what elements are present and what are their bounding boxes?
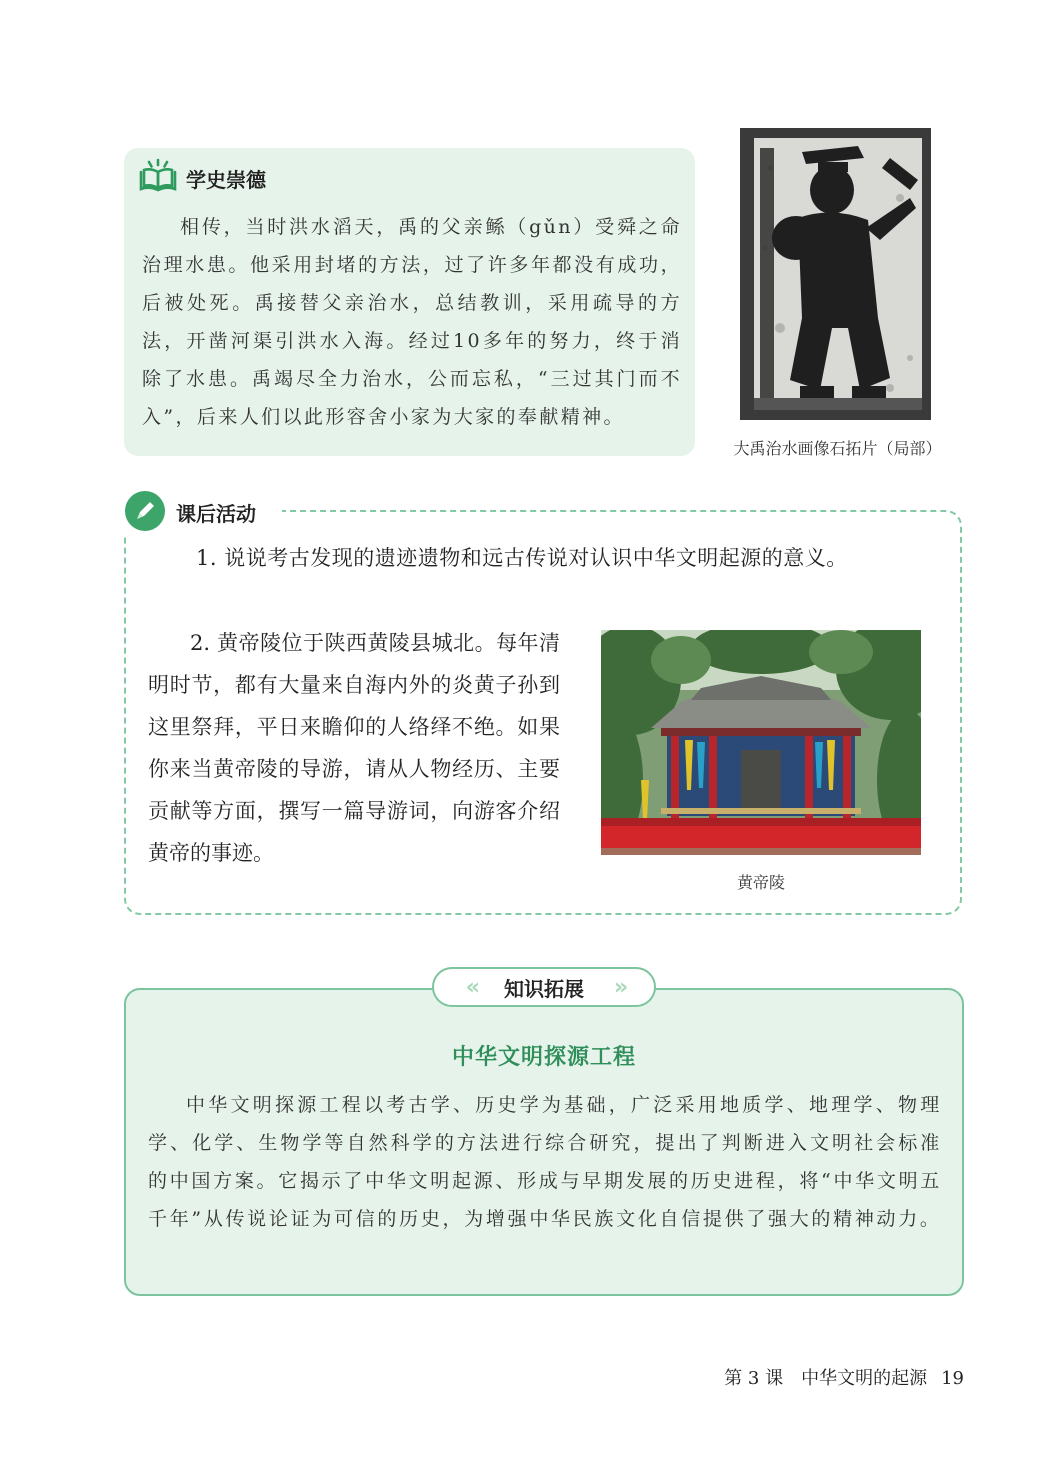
chevron-left-icon: « — [465, 974, 474, 1000]
page-number: 19 — [941, 1368, 964, 1389]
mausoleum-caption: 黄帝陵 — [736, 873, 785, 892]
chevron-right-icon: » — [614, 974, 623, 1000]
stone-rubbing-image — [740, 128, 931, 420]
activity-question-1: 1. 说说考古发现的遗迹遗物和远古传说对认识中华文明起源的意义。 — [196, 546, 848, 570]
knowledge-tab-label: 知识拓展 — [504, 976, 584, 1001]
open-book-icon — [138, 158, 178, 198]
xueshi-paragraph: 相传，当时洪水滔天，禹的父亲鲧（gǔn）受舜之命治理水患。他采用封堵的方法，过了许多年都没有成功，后被处死。禹接替父亲治水，总结教训，采用疏导的方法，开凿河渠引洪水入海。经过10多年的努力，终于消除了水患。禹竭尽全力治水，公而忘私，“三过其门而不入”，后来人们以此形容舍小家为大家的奉献精神。 — [142, 216, 682, 428]
pen-icon — [125, 491, 165, 531]
activity-title: 课后活动 — [176, 502, 256, 526]
knowledge-tab — [432, 967, 656, 1007]
page-footer — [600, 1364, 964, 1390]
knowledge-paragraph: 中华文明探源工程以考古学、历史学为基础，广泛采用地质学、地理学、物理学、化学、生物学等自然科学的方法进行综合研究，提出了判断进入文明社会标准的中国方案。它揭示了中华文明起源、形成与早期发展的历史进程，将“中华文明五千年”从传说论证为可信的历史，为增强中华民族文化自信提供了强大的精神动力。 — [148, 1094, 942, 1230]
xueshi-title: 学史崇德 — [186, 167, 266, 192]
footer-lesson: 第 3 课 中华文明的起源 — [724, 1368, 928, 1389]
rubbing-caption: 大禹治水画像石拓片（局部） — [733, 439, 942, 458]
knowledge-title: 中华文明探源工程 — [451, 1044, 636, 1070]
activity-question-2: 2. 黄帝陵位于陕西黄陵县城北。每年清明时节，都有大量来自海内外的炎黄子孙到这里祭拜，平日来瞻仰的人络绎不绝。如果你来当黄帝陵的导游，请从人物经历、主要贡献等方面，撰写一篇导游词，向游客介绍黄帝的事迹。 — [148, 631, 560, 865]
huangdi-mausoleum-image — [601, 630, 921, 855]
xueshi-header — [138, 158, 266, 198]
